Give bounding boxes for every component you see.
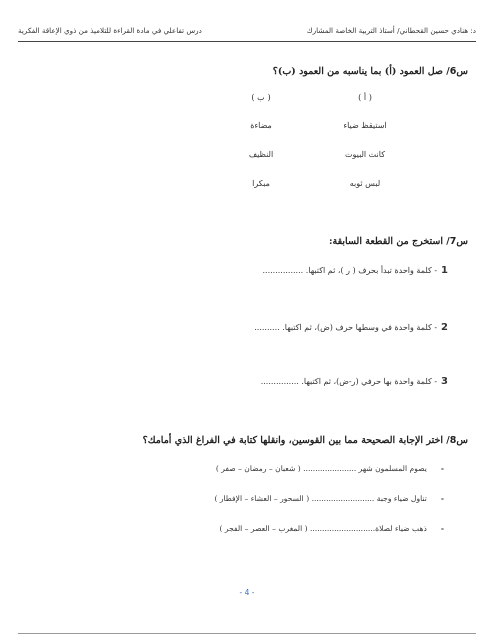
item-number: 3 [441, 376, 448, 387]
page-header [18, 26, 476, 40]
question-number: 7 [449, 236, 457, 247]
question-7-heading [329, 236, 468, 247]
column-a-header: ( أ ) [358, 92, 372, 102]
extract-item [254, 322, 448, 333]
question-prefix: س [456, 66, 468, 77]
item-text: يصوم المسلمون شهر ...................... ( شعبان – رمضان – صفر ) [215, 464, 427, 473]
question-number: 6 [449, 66, 457, 77]
header-lesson-title: درس تفاعلي في مادة القراءة للتلاميذ من ذوي الإعاقة الفكرية [18, 26, 202, 35]
item-dash: - [440, 524, 444, 533]
column-a-item: كانت البيوت [344, 150, 386, 159]
column-b-item: النظيف [248, 150, 274, 159]
question-prefix: س [456, 236, 468, 247]
item-number: 1 [441, 265, 448, 276]
column-a-item: لبس ثوبه [349, 179, 381, 188]
header-divider [18, 41, 476, 42]
item-text: - كلمة واحدة في وسطها حرف (ض)، ثم اكتبها. .......... [254, 323, 438, 332]
item-text: ذهب ضياء لصلاة........................... ( المغرب – العصر – الفجر ) [219, 524, 427, 533]
choice-item [214, 494, 444, 503]
choice-item [220, 524, 444, 533]
question-6-heading [273, 66, 468, 77]
column-b-item: مبكرا [252, 179, 270, 188]
extract-item [261, 376, 448, 387]
item-dash: - [440, 494, 444, 503]
question-text: / صل العمود (أ) بما يناسبه من العمود (ب)؟ [272, 66, 450, 77]
column-a-item: استيقظ ضياء [343, 121, 387, 130]
item-text: - كلمة واحدة تبدأ بحرف ( ر )، ثم اكتبها. ................ [262, 266, 438, 275]
item-text: - كلمة واحدة بها حرفي (ر-ض)، ثم اكتبها. ............... [260, 377, 438, 386]
choice-item [216, 464, 444, 473]
header-author: د: هنادي حسين القحطاني/ أستاذ التربية الخاصة المشارك [306, 26, 476, 35]
question-prefix: س [456, 435, 468, 446]
page-number: - 4 - [239, 588, 255, 597]
item-number: 2 [441, 322, 448, 333]
question-8-heading [143, 435, 468, 446]
extract-item [262, 265, 448, 276]
item-dash: - [440, 464, 444, 473]
question-text: / اختر الإجابة الصحيحة مما بين القوسين، وانقلها كتابة في الفراغ الذي أمامك؟ [142, 435, 450, 446]
question-number: 8 [449, 435, 457, 446]
question-text: / استخرج من القطعة السابقة: [329, 236, 450, 247]
column-b-item: مضاءة [250, 121, 272, 130]
column-b-header: ( ب ) [251, 92, 271, 102]
item-text: تناول ضياء وجبة .......................... ( السحور – العشاء – الإفطار ) [214, 494, 427, 503]
footer-divider [18, 633, 476, 634]
